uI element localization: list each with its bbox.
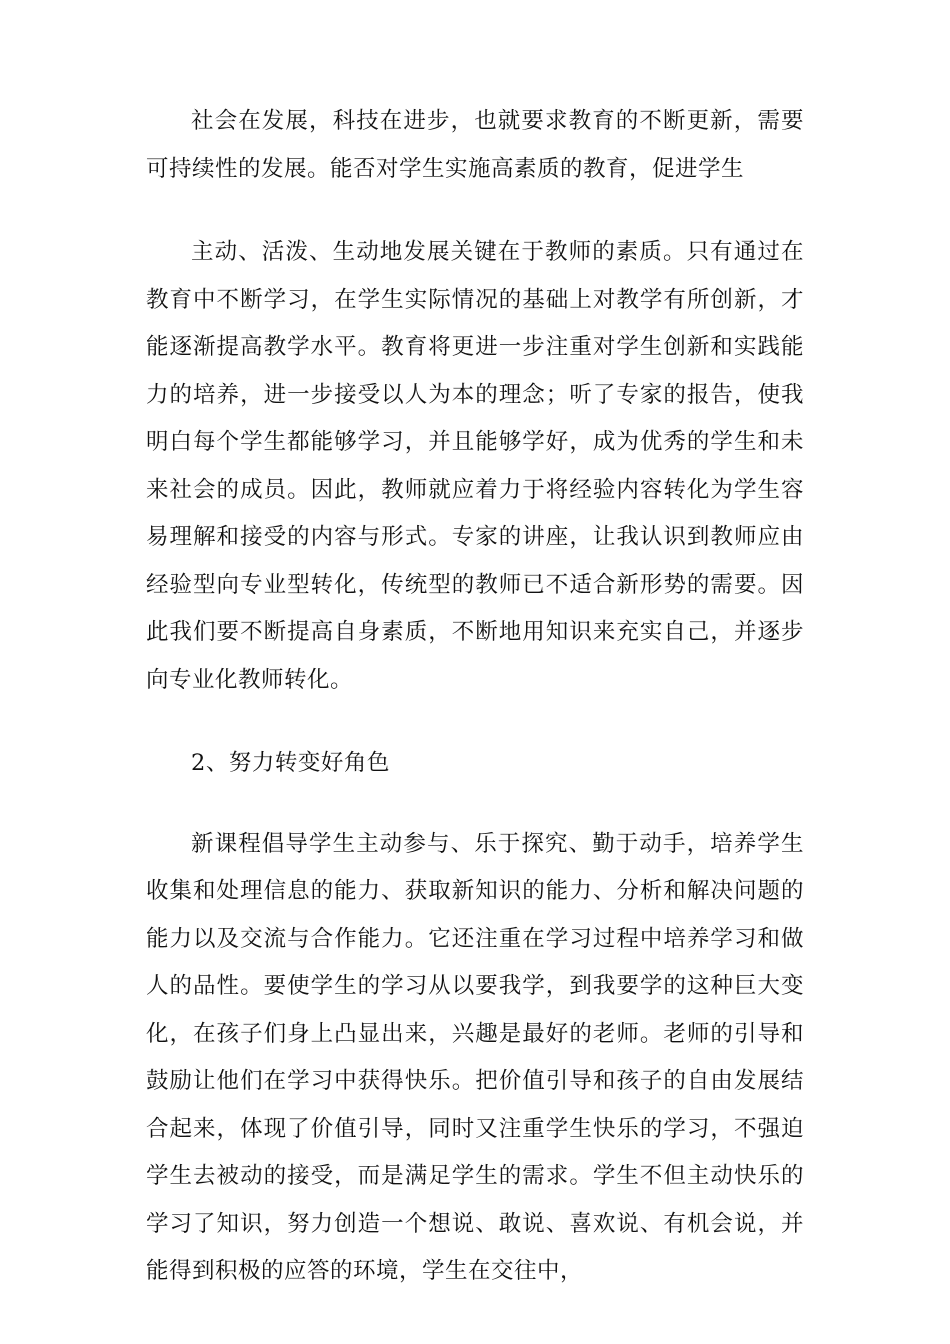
section-heading-role-change: 2、努力转变好角色: [191, 750, 390, 776]
paragraph-new-curriculum: 新课程倡导学生主动参与、乐于探究、勤于动手，培养学生收集和处理信息的能力、获取新知识的能力、分析和解决问题的能力以及交流与合作能力。它还注重在学习过程中培养学习和做人的品性。要使学生的学习从以要我学，到我要学的这种巨大变化，在孩子们身上凸显出来，兴趣是最好的老师。老师的引导和鼓励让他们在学习中获得快乐。把价值引导和孩子的自由发展结合起来，体现了价值引导，同时又注重学生快乐的学习，不强迫学生去被动的接受，而是满足学生的需求。学生不但主动快乐的学习了知识，努力创造一个想说、敢说、喜欢说、有机会说，并能得到积极的应答的环境，学生在交往中，: [146, 830, 804, 1284]
paragraph-teacher-quality: 主动、活泼、生动地发展关键在于教师的素质。只有通过在教育中不断学习，在学生实际情况的基础上对教学有所创新，才能逐渐提高教学水平。教育将更进一步注重对学生创新和实践能力的培养，进一步接受以人为本的理念；听了专家的报告，使我明白每个学生都能够学习，并且能够学好，成为优秀的学生和未来社会的成员。因此，教师就应着力于将经验内容转化为学生容易理解和接受的内容与形式。专家的讲座，让我认识到教师应由经验型向专业型转化，传统型的教师已不适合新形势的需要。因此我们要不断提高自身素质，不断地用知识来充实自己，并逐步向专业化教师转化。: [146, 239, 804, 693]
paragraph-intro: 社会在发展，科技在进步，也就要求教育的不断更新，需要可持续性的发展。能否对学生实施高素质的教育，促进学生: [146, 108, 804, 182]
